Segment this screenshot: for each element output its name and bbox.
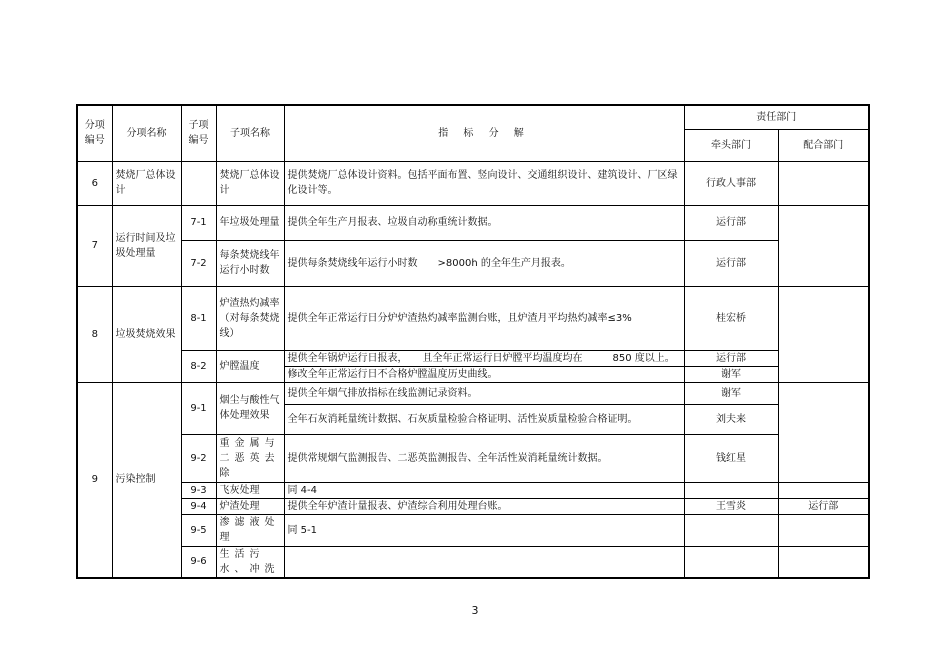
sub-no-9-1: 9-1 <box>181 382 216 434</box>
sub-no-7-1: 7-1 <box>181 205 216 240</box>
lead-9-5 <box>684 514 778 546</box>
sub-name-9-6: 生活污水、冲洗 <box>216 546 284 578</box>
lead-9-4: 王雪炎 <box>684 498 778 514</box>
desc-8-2-b: 修改全年正常运行日不合格炉膛温度历史曲线。 <box>284 366 684 382</box>
table-row <box>77 498 869 514</box>
table-row <box>77 434 869 482</box>
sub-name-9-3: 飞灰处理 <box>216 482 284 498</box>
sub-no-9-4: 9-4 <box>181 498 216 514</box>
table-row <box>77 161 869 205</box>
section-name-7: 运行时间及垃圾处理量 <box>112 205 181 286</box>
table-row <box>77 482 869 498</box>
header-sub-name: 子项名称 <box>216 105 284 161</box>
sub-no-7-2: 7-2 <box>181 240 216 286</box>
header-row <box>77 105 869 129</box>
support-7 <box>778 205 869 286</box>
header-responsible: 责任部门 <box>684 105 869 129</box>
table-row <box>77 546 869 578</box>
table-row <box>77 205 869 240</box>
section-no-6: 6 <box>77 161 112 205</box>
lead-9-2: 钱红星 <box>684 434 778 482</box>
section-no-8: 8 <box>77 286 112 382</box>
desc-6: 提供焚烧厂总体设计资料。包括平面布置、竖向设计、交通组织设计、建筑设计、厂区绿化设计等。 <box>284 161 684 205</box>
support-9-5 <box>778 514 869 546</box>
desc-9-4: 提供全年炉渣计量报表、炉渣综合利用处理台账。 <box>284 498 684 514</box>
header-breakdown: 指 标 分 解 <box>284 105 684 161</box>
table-row <box>77 286 869 350</box>
header-lead: 牵头部门 <box>684 129 778 161</box>
desc-7-1: 提供全年生产月报表、垃圾自动称重统计数据。 <box>284 205 684 240</box>
table-row <box>77 350 869 366</box>
lead-7-1: 运行部 <box>684 205 778 240</box>
sub-name-7-1: 年垃圾处理量 <box>216 205 284 240</box>
support-9-4: 运行部 <box>778 498 869 514</box>
header-section-no: 分项编号 <box>77 105 112 161</box>
sub-no-9-2: 9-2 <box>181 434 216 482</box>
sub-no-9-5: 9-5 <box>181 514 216 546</box>
section-name-8: 垃圾焚烧效果 <box>112 286 181 382</box>
sub-name-8-1: 炉渣热灼减率（对每条焚烧线） <box>216 286 284 350</box>
desc-9-1-b: 全年石灰消耗量统计数据、石灰质量检验合格证明、活性炭质量检验合格证明。 <box>284 404 684 434</box>
lead-9-1-b: 刘夫来 <box>684 404 778 434</box>
lead-7-2: 运行部 <box>684 240 778 286</box>
support-8 <box>778 286 869 382</box>
sub-name-9-5: 渗滤液处理 <box>216 514 284 546</box>
sub-no-9-6: 9-6 <box>181 546 216 578</box>
desc-7-2: 提供每条焚烧线年运行小时数 >8000h 的全年生产月报表。 <box>284 240 684 286</box>
lead-8-2-a: 运行部 <box>684 350 778 366</box>
sub-name-6: 焚烧厂总体设计 <box>216 161 284 205</box>
sub-name-9-2: 重金属与二恶英去除 <box>216 434 284 482</box>
page-number: 3 <box>471 604 479 617</box>
desc-9-1-a: 提供全年烟气排放指标在线监测记录资料。 <box>284 382 684 404</box>
sub-name-9-4: 炉渣处理 <box>216 498 284 514</box>
lead-9-1-a: 谢军 <box>684 382 778 404</box>
desc-8-2-a: 提供全年锅炉运行日报表， 且全年正常运行日炉膛平均温度均在 850 度以上。 <box>284 350 684 366</box>
lead-9-3 <box>684 482 778 498</box>
lead-6: 行政人事部 <box>684 161 778 205</box>
support-6 <box>778 161 869 205</box>
desc-9-5: 同 5-1 <box>284 514 684 546</box>
indicator-table <box>76 104 870 579</box>
header-support: 配合部门 <box>778 129 869 161</box>
sub-no-8-2: 8-2 <box>181 350 216 382</box>
desc-9-2: 提供常规烟气监测报告、二恶英监测报告、全年活性炭消耗量统计数据。 <box>284 434 684 482</box>
section-name-6: 焚烧厂总体设计 <box>112 161 181 205</box>
support-9-1 <box>778 382 869 482</box>
sub-name-9-1: 烟尘与酸性气体处理效果 <box>216 382 284 434</box>
table-row <box>77 240 869 286</box>
lead-8-2-b: 谢军 <box>684 366 778 382</box>
desc-9-6 <box>284 546 684 578</box>
table-row <box>77 514 869 546</box>
lead-8-1: 桂宏桥 <box>684 286 778 350</box>
lead-9-6 <box>684 546 778 578</box>
sub-name-8-2: 炉膛温度 <box>216 350 284 382</box>
header-section-name: 分项名称 <box>112 105 181 161</box>
sub-name-7-2: 每条焚烧线年运行小时数 <box>216 240 284 286</box>
section-no-9: 9 <box>77 382 112 578</box>
header-sub-no: 子项编号 <box>181 105 216 161</box>
section-no-7: 7 <box>77 205 112 286</box>
sub-no-9-3: 9-3 <box>181 482 216 498</box>
table-row <box>77 382 869 404</box>
section-name-9: 污染控制 <box>112 382 181 578</box>
sub-no-6 <box>181 161 216 205</box>
desc-9-3: 同 4-4 <box>284 482 684 498</box>
desc-8-1: 提供全年正常运行日分炉炉渣热灼减率监测台账，且炉渣月平均热灼减率≤3% <box>284 286 684 350</box>
support-9-3 <box>778 482 869 498</box>
sub-no-8-1: 8-1 <box>181 286 216 350</box>
support-9-6 <box>778 546 869 578</box>
